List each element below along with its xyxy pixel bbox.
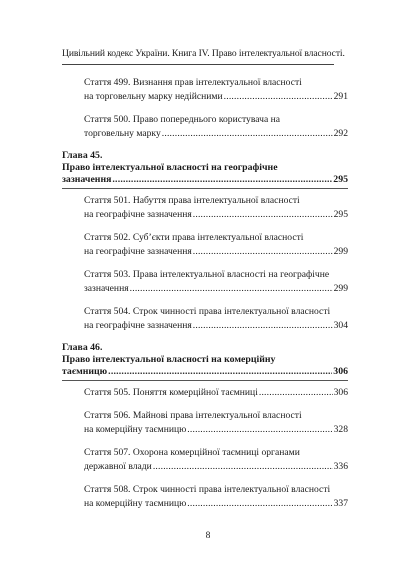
toc-entry-page: 337 — [333, 498, 348, 509]
page-number: 8 — [205, 531, 211, 541]
toc-entry-title-line2: на географічне зазначення — [84, 209, 192, 220]
toc-entry-article-499[interactable] — [62, 76, 348, 104]
dot-leader — [162, 127, 333, 141]
toc-entry-title-line1: Стаття 508. Строк чинності права інтелектуальної власності — [84, 484, 331, 495]
toc-entry-article-507[interactable] — [62, 446, 348, 474]
toc-chapter-46[interactable] — [62, 342, 348, 378]
toc-entry-page: 336 — [333, 461, 348, 472]
toc-entry-title-line2: торговельну марку — [84, 128, 161, 139]
toc-entry-title-line2: на географічне зазначення — [84, 246, 192, 257]
toc-entry-article-508[interactable] — [62, 483, 348, 511]
dot-leader — [187, 423, 332, 437]
toc-entry-article-504[interactable] — [62, 305, 348, 333]
toc-chapter-45[interactable] — [62, 150, 348, 186]
toc-entry-title-line1: Стаття 500. Право попереднього користувача на — [84, 114, 280, 125]
toc-entry-title-line2: державної влади — [84, 461, 152, 472]
chapter-divider — [62, 380, 348, 381]
toc-entry-article-503[interactable] — [62, 268, 348, 296]
toc-entry-title-line1: Стаття 501. Набуття права інтелектуальної власності — [84, 195, 300, 206]
dot-leader — [193, 319, 333, 333]
chapter-title-line1: Право інтелектуальної власності на комерційну — [62, 354, 276, 365]
toc-entry-article-502[interactable] — [62, 231, 348, 259]
chapter-number: Глава 46. — [62, 342, 103, 353]
dot-leader — [108, 366, 332, 378]
dot-leader — [187, 497, 332, 511]
toc-entry-title-line1: Стаття 507. Охорона комерційної таємниці органами — [84, 447, 300, 458]
toc-entry-title-line1: Стаття 503. Права інтелектуальної власності на географічне — [84, 269, 330, 280]
dot-leader — [130, 282, 333, 296]
dot-leader — [193, 208, 333, 222]
toc-entry-page: 299 — [333, 283, 348, 294]
toc-entry-page: 306 — [333, 387, 348, 398]
table-of-contents — [62, 76, 348, 520]
toc-entry-title-line1: Стаття 506. Майнові права інтелектуальної власності — [84, 410, 302, 421]
dot-leader — [193, 245, 333, 259]
toc-entry-title-line2: зазначення — [84, 283, 129, 294]
dot-leader — [112, 174, 332, 186]
toc-entry-title-line1: Стаття 502. Суб’єкти права інтелектуальної власності — [84, 232, 304, 243]
toc-entry-article-506[interactable] — [62, 409, 348, 437]
chapter-number: Глава 45. — [62, 150, 103, 161]
toc-entry-page: 304 — [333, 320, 348, 331]
toc-entry-title: Стаття 505. Поняття комерційної таємниці — [84, 387, 258, 398]
toc-entry-page: 295 — [333, 209, 348, 220]
dot-leader — [259, 386, 333, 400]
toc-entry-title-line1: Стаття 499. Визнання прав інтелектуальної власності — [84, 77, 302, 88]
toc-entry-title-line2: на географічне зазначення — [84, 320, 192, 331]
toc-entry-title-line2: на комерційну таємницю — [84, 498, 187, 509]
chapter-page: 295 — [333, 174, 348, 185]
chapter-divider — [62, 188, 348, 189]
dot-leader — [224, 90, 333, 104]
toc-entry-article-501[interactable] — [62, 194, 348, 222]
chapter-page: 306 — [333, 366, 348, 377]
toc-entry-title-line2: на комерційну таємницю — [84, 424, 187, 435]
dot-leader — [153, 460, 333, 474]
chapter-title-line1: Право інтелектуальної власності на географічне — [62, 162, 278, 173]
toc-entry-page: 291 — [333, 91, 348, 102]
toc-entry-page: 292 — [333, 128, 348, 139]
toc-entry-article-500[interactable] — [62, 113, 348, 141]
toc-entry-page: 299 — [333, 246, 348, 257]
running-head: Цивільний кодекс України. Книга IV. Право інтелектуальної власності. — [62, 48, 334, 65]
toc-entry-title-line2: на торговельну марку недійсними — [84, 91, 223, 102]
chapter-title-line2: таємницю — [62, 366, 108, 377]
toc-entry-title-line1: Стаття 504. Строк чинності права інтелектуальної власності — [84, 306, 331, 317]
toc-entry-article-505[interactable] — [62, 386, 348, 400]
toc-entry-page: 328 — [333, 424, 348, 435]
chapter-title-line2: зазначення — [62, 174, 112, 185]
